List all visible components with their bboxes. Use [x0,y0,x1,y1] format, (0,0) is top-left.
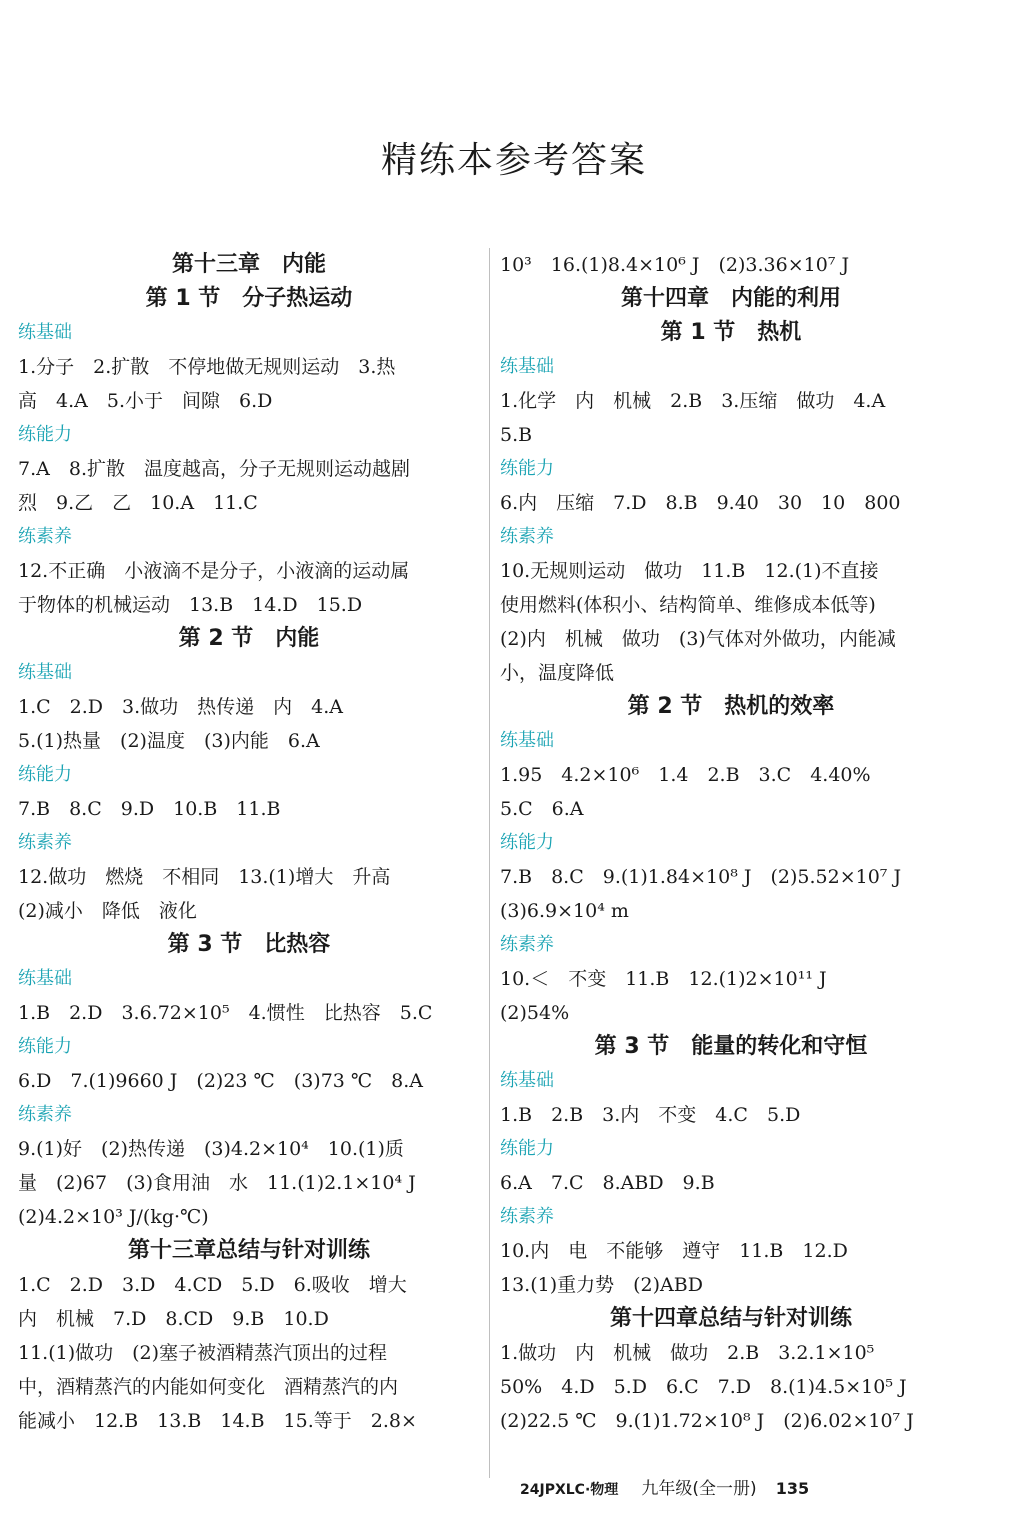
exercise-tag: 练素养 [500,1206,554,1227]
answer-line: 7.A 8.扩散 温度越高，分子无规则运动越剧 [18,458,410,480]
answer-line: 6.内 压缩 7.D 8.B 9.40 30 10 800 [500,492,901,514]
exercise-tag: 练能力 [18,424,72,445]
exercise-tag: 练能力 [500,832,554,853]
answer-line: (3)6.9×10⁴ m [500,900,629,922]
answer-line: 11.(1)做功 (2)塞子被酒精蒸汽顶出的过程 [18,1342,388,1364]
answer-line: 6.D 7.(1)9660 J (2)23 ℃ (3)73 ℃ 8.A [18,1070,424,1092]
section-heading: 第十三章 内能 [171,252,326,277]
exercise-tag: 练基础 [18,662,72,683]
section-heading: 第 3 节 比热容 [167,932,331,957]
answer-line: 50% 4.D 5.D 6.C 7.D 8.(1)4.5×10⁵ J [500,1376,907,1398]
answer-line: 内 机械 7.D 8.CD 9.B 10.D [18,1308,329,1330]
answer-line: 1.分子 2.扩散 不停地做无规则运动 3.热 [18,356,396,378]
page-footer [520,1474,990,1504]
exercise-tag: 练素养 [18,526,72,547]
answer-line: 1.B 2.D 3.6.72×10⁵ 4.惯性 比热容 5.C [18,1002,433,1024]
answer-line: 1.B 2.B 3.内 不变 4.C 5.D [500,1104,801,1126]
exercise-tag: 练素养 [18,832,72,853]
exercise-tag: 练能力 [18,764,72,785]
answer-line: (2)内 机械 做功 (3)气体对外做功，内能减 [500,628,896,650]
section-heading: 第 2 节 热机的效率 [627,694,835,719]
section-heading: 第 3 节 能量的转化和守恒 [594,1034,868,1059]
answer-line: 10.＜ 不变 11.B 12.(1)2×10¹¹ J [500,968,827,990]
answer-line: 使用燃料(体积小、结构简单、维修成本低等) [500,594,876,616]
answer-line: 1.化学 内 机械 2.B 3.压缩 做功 4.A [500,390,886,412]
right-column [500,248,962,1438]
exercise-tag: 练基础 [500,730,554,751]
answer-line: 7.B 8.C 9.(1)1.84×10⁸ J (2)5.52×10⁷ J [500,866,902,888]
section-heading: 第 1 节 分子热运动 [145,286,353,311]
answer-line: 10.无规则运动 做功 11.B 12.(1)不直接 [500,560,879,582]
exercise-tag: 练能力 [18,1036,72,1057]
exercise-tag: 练基础 [18,968,72,989]
answer-line: 量 (2)67 (3)食用油 水 11.(1)2.1×10⁴ J [18,1172,416,1194]
section-heading: 第十三章总结与针对训练 [127,1238,370,1263]
answer-line: 5.C 6.A [500,798,584,820]
answer-line: 6.A 7.C 8.ABD 9.B [500,1172,715,1194]
exercise-tag: 练基础 [18,322,72,343]
exercise-tag: 练素养 [18,1104,72,1125]
answer-line: 烈 9.乙 乙 10.A 11.C [18,492,258,514]
answer-line: 中，酒精蒸汽的内能如何变化 酒精蒸汽的内 [18,1376,399,1398]
answer-line: 能减小 12.B 13.B 14.B 15.等于 2.8× [18,1410,417,1432]
page-title: 精练本参考答案 [380,140,647,181]
answer-line: 5.B [500,424,533,446]
answer-line: (2)54% [500,1002,570,1024]
section-heading: 第 2 节 内能 [178,626,320,651]
column-divider [489,248,490,1478]
answer-line: 12.不正确 小液滴不是分子，小液滴的运动属 [18,560,410,582]
exercise-tag: 练基础 [500,356,554,377]
grade-label: 九年级(全一册) [641,1479,757,1499]
answer-line: 9.(1)好 (2)热传递 (3)4.2×10⁴ 10.(1)质 [18,1138,404,1160]
answer-line: 10³ 16.(1)8.4×10⁶ J (2)3.36×10⁷ J [500,254,850,276]
answer-line: 1.做功 内 机械 做功 2.B 3.2.1×10⁵ [500,1342,875,1364]
section-heading: 第 1 节 热机 [660,320,802,345]
exercise-tag: 练能力 [500,1138,554,1159]
section-heading: 第十四章 内能的利用 [620,286,841,311]
exercise-tag: 练能力 [500,458,554,479]
answer-line: 7.B 8.C 9.D 10.B 11.B [18,798,281,820]
answer-line: 1.95 4.2×10⁶ 1.4 2.B 3.C 4.40% [500,764,871,786]
answer-line: 12.做功 燃烧 不相同 13.(1)增大 升高 [18,866,391,888]
answer-line: 于物体的机械运动 13.B 14.D 15.D [18,594,363,616]
section-heading: 第十四章总结与针对训练 [609,1306,852,1331]
answer-line: (2)减小 降低 液化 [18,900,197,922]
exercise-tag: 练基础 [500,1070,554,1091]
exercise-tag: 练素养 [500,526,554,547]
answer-line: 1.C 2.D 3.D 4.CD 5.D 6.吸收 增大 [18,1274,407,1296]
answer-line: 5.(1)热量 (2)温度 (3)内能 6.A [18,730,320,752]
answer-line: 13.(1)重力势 (2)ABD [500,1274,703,1296]
answer-line: 1.C 2.D 3.做功 热传递 内 4.A [18,696,344,718]
answer-line: 10.内 电 不能够 遵守 11.B 12.D [500,1240,848,1262]
answer-line: (2)22.5 ℃ 9.(1)1.72×10⁸ J (2)6.02×10⁷ J [500,1410,914,1432]
book-code: 24JPXLC·物理 [520,1482,619,1498]
left-column [18,248,480,1438]
answer-line: 高 4.A 5.小于 间隙 6.D [18,390,273,412]
page-number: 135 [775,1479,810,1498]
exercise-tag: 练素养 [500,934,554,955]
answer-line: 小，温度降低 [500,662,615,684]
answer-line: (2)4.2×10³ J/(kg·℃) [18,1206,209,1228]
